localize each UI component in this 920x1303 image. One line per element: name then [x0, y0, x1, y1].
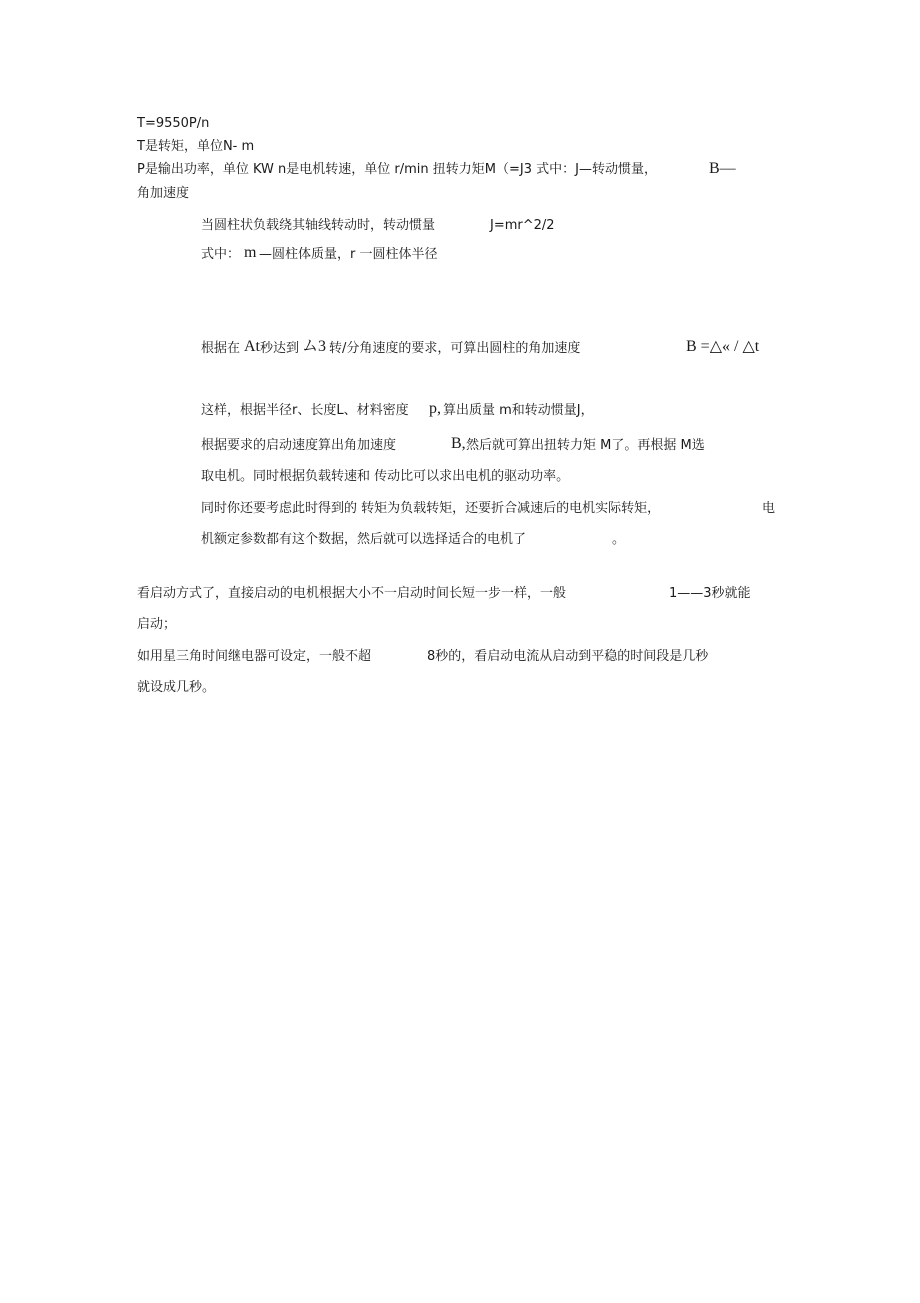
text-line: 当圆柱状负载绕其轴线转动时，转动惯量: [201, 218, 436, 233]
text-line: 启动；: [137, 617, 177, 632]
symbol-text: At: [244, 338, 260, 355]
text-segment: 秒达到: [260, 341, 300, 356]
text-segment: 1——3秒就能: [669, 586, 751, 601]
text-segment: 同时你还要考虑此时得到的 转矩为负载转矩，还要折合减速后的电机实际转矩，: [201, 501, 661, 516]
symbol-text: B,: [451, 435, 466, 452]
text-segment: 根据在: [201, 341, 241, 356]
text-line: 角加速度: [137, 186, 190, 201]
text-segment: 式中：: [201, 247, 241, 262]
text-line: P是输出功率，单位 KW n是电机转速，单位 r/min 扭转力矩M（=J3 式中：J—转动惯量，: [137, 162, 657, 177]
text-segment: 算出质量 m和转动惯量J，: [443, 403, 594, 418]
text-segment: 电: [762, 501, 776, 516]
text-line: 取电机。同时根据负载转速和 传动比可以求出电机的驱动功率。: [201, 469, 570, 484]
symbol-text: B—: [709, 160, 736, 177]
formula-text: J=mr^2/2: [490, 218, 555, 233]
text-line: T是转矩，单位N- m: [137, 139, 255, 154]
text-segment: 。: [612, 532, 626, 547]
text-segment: —圆柱体质量，r 一圆柱体半径: [259, 247, 438, 262]
text-segment: 这样，根据半径r、长度L、材料密度: [201, 403, 409, 418]
symbol-text: p,: [429, 400, 441, 417]
text-segment: 然后就可算出扭转力矩 M了。再根据 M选: [466, 438, 705, 453]
formula-text: B =△« / △t: [686, 338, 760, 355]
text-line: 就设成几秒。: [137, 680, 216, 695]
text-segment: 看启动方式了，直接启动的电机根据大小不一启动时间长短一步一样，一般: [137, 586, 567, 601]
symbol-text: m: [244, 244, 257, 261]
symbol-text: ム3: [302, 338, 327, 355]
text-segment: 根据要求的启动速度算出角加速度: [201, 438, 397, 453]
formula-line: T=9550P/n: [137, 116, 210, 131]
text-segment: 8秒的，看启动电流从启动到平稳的时间段是几秒: [427, 649, 709, 664]
text-segment: 转/分角速度的要求，可算出圆柱的角加速度: [329, 341, 581, 356]
text-segment: 如用星三角时间继电器可设定，一般不超: [137, 649, 372, 664]
text-segment: 机额定参数都有这个数据，然后就可以选择适合的电机了: [201, 532, 527, 547]
